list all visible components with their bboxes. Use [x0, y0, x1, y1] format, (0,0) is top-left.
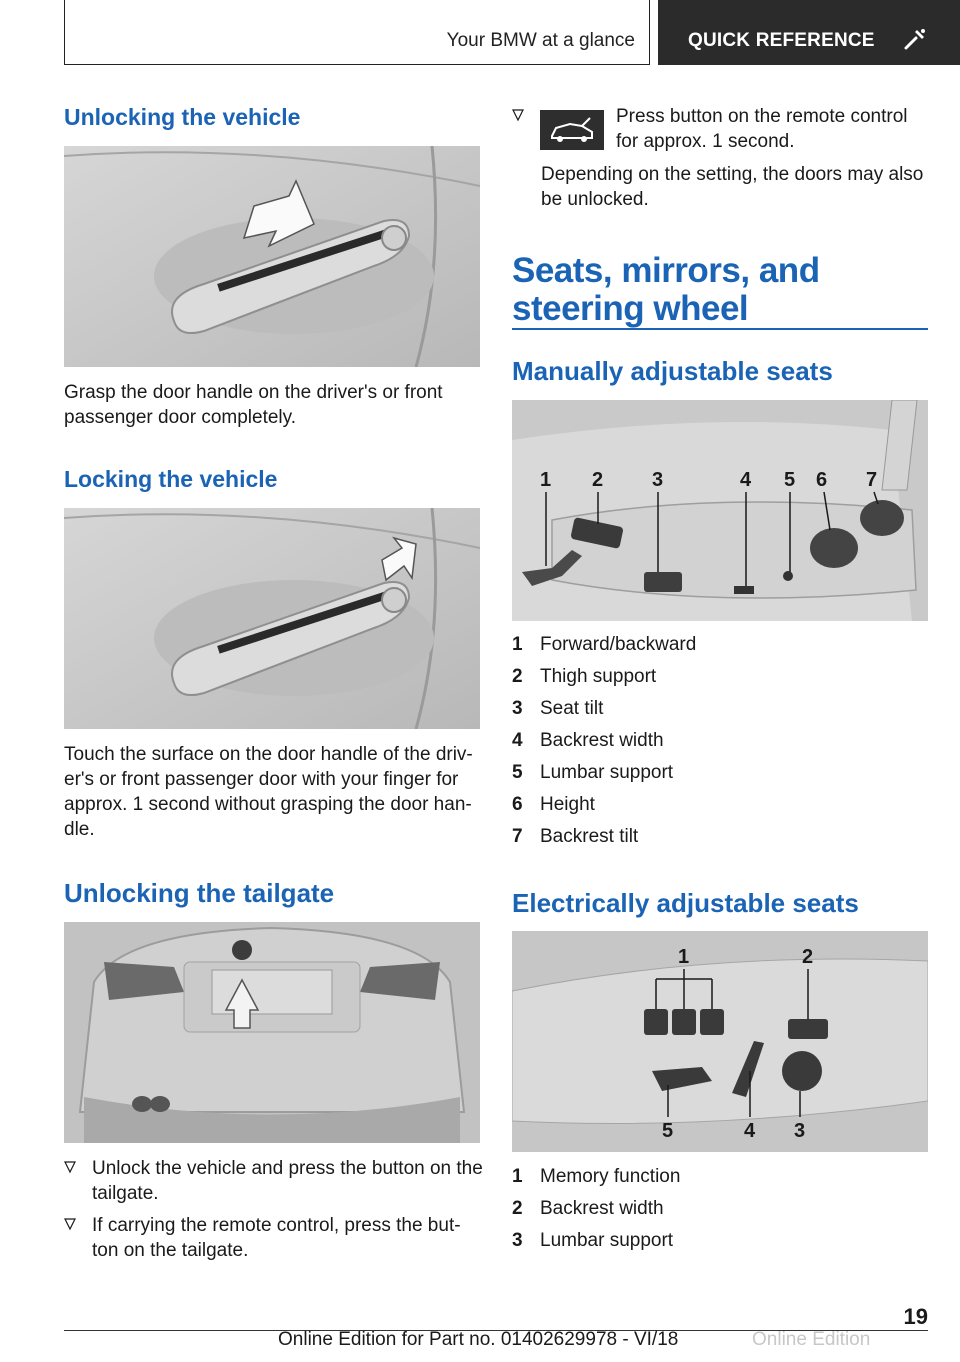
seat-callout-6: 6	[816, 469, 828, 491]
tailgate-bullet-2: If carrying the remote control, press the but-ton on the tailgate.	[64, 1213, 484, 1263]
list-item: 1 Memory function	[512, 1166, 681, 1187]
seat-callout-4: 4	[740, 469, 752, 491]
tailgate-image	[64, 922, 480, 1143]
heading-locking-vehicle: Locking the vehicle	[64, 466, 278, 492]
list-item: 7 Backrest tilt	[512, 826, 639, 847]
page-number: 19	[903, 1304, 928, 1329]
quick-reference-tab[interactable]	[658, 0, 960, 65]
footer-edition: Online Edition for Part no. 01402629978 - VI/18	[278, 1329, 679, 1350]
seat-callout-5: 5	[784, 469, 796, 491]
list-item: 2 Thigh support	[512, 666, 657, 687]
electric-seat-legend	[512, 1166, 928, 1262]
remote-note: Depending on the setting, the doors may also be unlocked.	[541, 164, 924, 210]
list-item: 1 Forward/backward	[512, 634, 697, 655]
door-handle-lock-image	[64, 508, 480, 729]
seat-callout-3: 3	[652, 469, 664, 491]
remote-trunk-button-icon	[540, 110, 604, 150]
electric-callout-2: 2	[802, 946, 814, 968]
heading-unlocking-vehicle: Unlocking the vehicle	[64, 104, 301, 130]
heading-manual-seats: Manually adjustable seats	[512, 356, 833, 386]
chapter-rule	[512, 328, 928, 330]
electric-callout-4: 4	[744, 1120, 756, 1142]
list-item: 2 Backrest width	[512, 1198, 664, 1219]
triangle-bullet-icon	[64, 1217, 76, 1231]
heading-unlocking-tailgate: Unlocking the tailgate	[64, 878, 335, 908]
manual-seat-legend	[512, 634, 928, 858]
chapter-heading: Seats, mirrors, and steering wheel	[512, 251, 820, 328]
triangle-bullet-icon	[64, 1160, 76, 1174]
unlock-instructions: Grasp the door handle on the driver's or front passenger door completely.	[64, 382, 443, 428]
header-frame	[64, 0, 650, 65]
electric-seat-image	[512, 931, 928, 1152]
triangle-bullet-icon	[512, 108, 524, 122]
tab-label: QUICK REFERENCE	[688, 30, 875, 51]
seat-callout-2: 2	[592, 469, 604, 491]
seat-callout-1: 1	[540, 469, 552, 491]
list-item: 3 Lumbar support	[512, 1230, 674, 1251]
list-item: 6 Height	[512, 794, 595, 815]
list-item: 5 Lumbar support	[512, 762, 674, 783]
electric-callout-1: 1	[678, 946, 690, 968]
list-item: 3 Seat tilt	[512, 698, 604, 719]
watermark: Online Edition	[752, 1329, 871, 1350]
electric-callout-5: 5	[662, 1120, 674, 1142]
door-handle-unlock-image	[64, 146, 480, 367]
wrench-icon	[902, 26, 928, 52]
seat-callout-7: 7	[866, 469, 878, 491]
heading-electric-seats: Electrically adjustable seats	[512, 888, 859, 918]
electric-callout-3: 3	[794, 1120, 806, 1142]
remote-bullet: Press button on the remote control for approx. 1 second.	[512, 104, 932, 164]
tailgate-bullet-1: Unlock the vehicle and press the button on the tailgate.	[64, 1156, 484, 1206]
section-title: Your BMW at a glance	[446, 30, 635, 51]
list-item: 4 Backrest width	[512, 730, 664, 751]
manual-seat-image	[512, 400, 928, 621]
lock-instructions: Touch the surface on the door handle of the driv-er's or front passenger door with your finger for approx. 1 second without grasping the door han-dle.	[64, 744, 473, 840]
